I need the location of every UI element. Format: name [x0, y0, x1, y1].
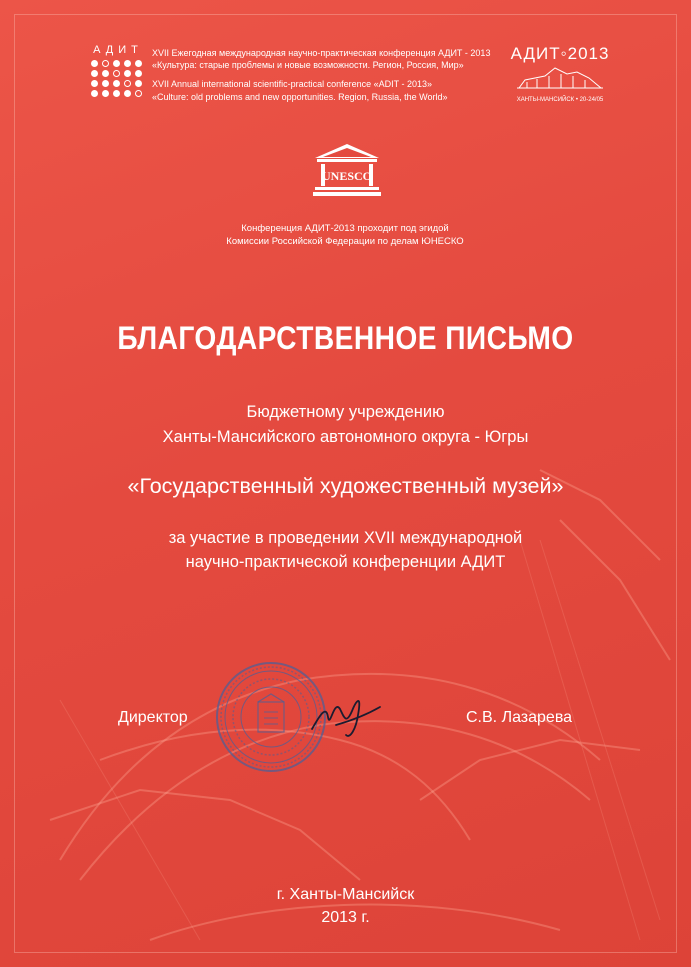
unesco-temple-icon	[313, 142, 381, 200]
header-en-line-1: XVII Annual international scientific-practical conference «ADIT - 2013»	[152, 79, 432, 90]
letter-title: БЛАГОДАРСТВЕННОЕ ПИСЬМО	[117, 320, 574, 356]
reason-line-2: научно-практической конференции АДИТ	[185, 553, 506, 571]
signatory-position: Директор	[118, 709, 188, 726]
issue-city: г. Ханты-Мансийск	[276, 886, 415, 903]
issue-year: 2013 г.	[321, 909, 370, 926]
header-en-line-2: «Culture: old problems and new opportunities. Region, Russia, the World»	[152, 91, 448, 102]
reason-line-1: за участие в проведении XVII международной	[168, 529, 523, 547]
adit-2013-logo	[510, 44, 610, 103]
conference-header-text	[152, 47, 507, 103]
unesco-note-line-2: Комиссии Российской Федерации по делам ЮНЕСКО	[226, 236, 464, 247]
museum-name: «Государственный художественный музей»	[127, 474, 564, 498]
recipient-line-1: Бюджетному учреждению	[246, 403, 445, 421]
unesco-patronage-note	[180, 222, 510, 248]
unesco-note-line-1: Конференция АДИТ-2013 проходит под эгидой	[241, 223, 449, 234]
adit-logo-word: АДИТ	[93, 44, 143, 56]
signatory-name: С.В. Лазарева	[466, 709, 573, 726]
header-ru-line-2: «Культура: старые проблемы и новые возможности. Регион, Россия, Мир»	[152, 60, 464, 71]
adit-2013-dates: ХАНТЫ-МАНСИЙСК • 20-24/05	[516, 97, 604, 103]
building-outline-icon	[515, 64, 605, 90]
adit-dots-icon	[91, 60, 148, 97]
header-ru-line-1: XVII Ежегодная международная научно-практическая конференция АДИТ - 2013	[152, 48, 491, 58]
recipient-line-2: Ханты-Мансийского автономного округа - Югры	[162, 428, 529, 446]
handwritten-signature	[306, 685, 386, 745]
unesco-letters: UNESCO	[321, 169, 373, 183]
adit-logo-left	[88, 44, 148, 97]
adit-2013-wordmark: АДИТ◦2013	[510, 44, 610, 63]
